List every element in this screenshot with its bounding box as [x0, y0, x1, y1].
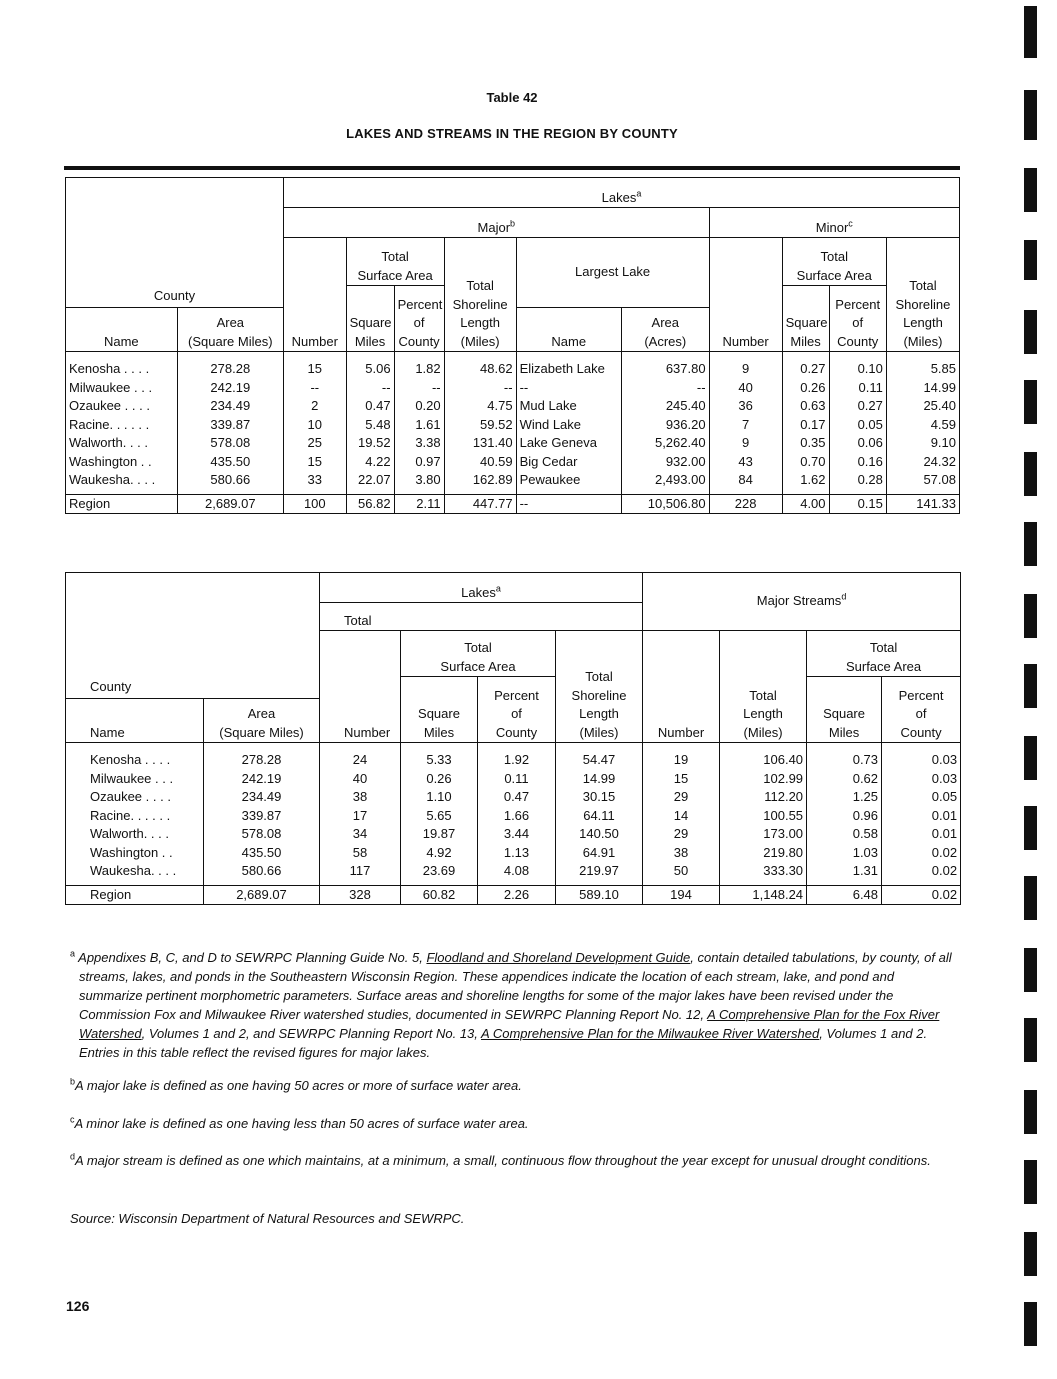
table-cell: 278.28	[204, 751, 320, 770]
table-cell: 245.40	[621, 397, 709, 416]
table-cell: 333.30	[720, 862, 807, 881]
table-cell: Milwaukee . . .	[90, 770, 174, 786]
table-cell: Walworth. . . .	[69, 435, 148, 450]
table-cell: 40.59	[444, 453, 516, 472]
table-cell: Ozaukee . . . .	[90, 789, 171, 804]
region-total-row	[66, 885, 961, 905]
header-county: County	[66, 677, 320, 699]
table-cell: 38	[320, 788, 401, 807]
table-cell: 173.00	[720, 825, 807, 844]
table-cell: 162.89	[444, 471, 516, 490]
table-row	[66, 416, 960, 435]
table-cell: 3.38	[394, 434, 444, 453]
table-cell: Region	[66, 494, 178, 514]
table-cell: 1.66	[478, 807, 556, 826]
table-cell: 580.66	[177, 471, 283, 490]
edge-mark	[1024, 876, 1037, 920]
table-cell: 0.11	[829, 379, 886, 398]
table-row	[66, 397, 960, 416]
table-cell: 106.40	[720, 751, 807, 770]
table-cell: 1.13	[478, 844, 556, 863]
table-cell: 24	[320, 751, 401, 770]
table-cell: 0.96	[807, 807, 882, 826]
table-cell: 10	[284, 416, 347, 435]
table-cell: 637.80	[621, 360, 709, 379]
edge-mark	[1024, 1160, 1037, 1204]
table-cell: Kenosha . . . .	[90, 752, 171, 767]
table-cell: 3.44	[478, 825, 556, 844]
table-cell: 0.02	[882, 844, 961, 863]
table-cell: 0.26	[401, 770, 478, 789]
table-cell: 578.08	[177, 434, 283, 453]
table-cell: --	[346, 379, 394, 398]
table-cell: 2,689.07	[177, 494, 283, 514]
table-cell: 30.15	[556, 788, 643, 807]
table-cell: 0.02	[882, 862, 961, 881]
lakes-streams-table	[65, 572, 961, 905]
footnote-c: $^c$A minor lake is defined as one having less than 50 acres of surface water area.	[70, 1114, 529, 1131]
table-cell: --	[444, 379, 516, 398]
table-cell: 14.99	[886, 379, 959, 398]
table-cell: 0.70	[782, 453, 829, 472]
table-row	[66, 434, 960, 453]
header-streams-surface-area: Total Surface Area	[807, 631, 961, 677]
edge-mark	[1024, 1090, 1037, 1134]
table-cell: 0.15	[829, 494, 886, 514]
table-cell: 2.11	[394, 494, 444, 514]
table-cell: 0.05	[882, 788, 961, 807]
table-cell: 1.25	[807, 788, 882, 807]
header-minor-square-miles: Square Miles	[782, 286, 829, 352]
header-lake-area: Area (Acres)	[621, 308, 709, 352]
table-cell: 578.08	[204, 825, 320, 844]
header-minor-number: Number	[709, 238, 782, 352]
table-cell: 2,493.00	[621, 471, 709, 490]
table-cell: 278.28	[177, 360, 283, 379]
table-cell: 0.17	[782, 416, 829, 435]
table-cell: 2.26	[478, 885, 556, 905]
table-cell: 0.47	[478, 788, 556, 807]
table-cell: 84	[709, 471, 782, 490]
table-cell: 936.20	[621, 416, 709, 435]
table-row	[66, 807, 961, 826]
edge-mark	[1024, 1018, 1037, 1062]
table-cell: 1.31	[807, 862, 882, 881]
header-county: County	[66, 286, 284, 308]
table-cell: 15	[284, 453, 347, 472]
header-lakes-shoreline: Total Shoreline Length (Miles)	[556, 631, 643, 743]
table-cell: Region	[66, 885, 204, 905]
table-cell: Washington . .	[69, 453, 152, 469]
header-minor-percent: Percent of County	[829, 286, 886, 352]
table-cell: 60.82	[401, 885, 478, 905]
table-cell: 1.62	[782, 471, 829, 490]
table-cell: Pewaukee	[516, 471, 621, 490]
table-cell: Racine. . . . . .	[69, 416, 150, 432]
table-cell: 6.48	[807, 885, 882, 905]
edge-mark	[1024, 6, 1037, 58]
table-cell: 5.85	[886, 360, 959, 379]
table-cell: Mud Lake	[516, 397, 621, 416]
table-cell: 64.11	[556, 807, 643, 826]
table-cell: 5,262.40	[621, 434, 709, 453]
page-number: 126	[66, 1298, 90, 1314]
table-cell: 7	[709, 416, 782, 435]
table-cell: 0.06	[829, 434, 886, 453]
table-cell: 56.82	[346, 494, 394, 514]
table-cell: 19.52	[346, 434, 394, 453]
table-row	[66, 360, 960, 379]
region-total-row	[66, 494, 960, 514]
table-cell: 1.82	[394, 360, 444, 379]
table-cell: 29	[643, 788, 720, 807]
edge-mark	[1024, 310, 1037, 354]
table-cell: 58	[320, 844, 401, 863]
table-cell: 219.80	[720, 844, 807, 863]
table-cell: 0.27	[782, 360, 829, 379]
table-cell: 0.58	[807, 825, 882, 844]
table-label: Table 42	[486, 90, 538, 105]
edge-mark	[1024, 452, 1037, 496]
edge-mark	[1024, 594, 1037, 638]
table-title: LAKES AND STREAMS IN THE REGION BY COUNTY	[346, 126, 678, 141]
table-row	[66, 379, 960, 398]
table-cell: 29	[643, 825, 720, 844]
footnote-a: $^a$ Appendixes B, C, and D to SEWRPC Planning Guide No. 5, Floodland and Shoreland Development Guide, contain detailed tabulations, by county, of all streams, lakes, and ponds in the Southeastern Wisconsin Region. These appendices indicate the location of each stream, lake, and pond and summarize pertinent morphometric parameters. Surface areas and shoreline lengths for some of the major lakes have been revised under the Commission Fox and Milwaukee River watershed studies, documented in SEWRPC Planning Report No. 12, A Comprehensive Plan for the Fox River Watershed, Volumes 1 and 2, and SEWRPC Planning Report No. 13, A Comprehensive Plan for the Milwaukee River Watershed, Volumes 1 and 2. Entries in this table reflect the revised figures for major lakes.	[70, 948, 952, 1060]
table-row	[66, 770, 961, 789]
table-cell: 34	[320, 825, 401, 844]
header-largest-lake: Largest Lake	[516, 238, 709, 308]
table-cell: 38	[643, 844, 720, 863]
table-cell: --	[284, 379, 347, 398]
table-cell: 2	[284, 397, 347, 416]
table-cell: 64.91	[556, 844, 643, 863]
table-cell: 4.22	[346, 453, 394, 472]
table-cell: --	[516, 379, 621, 398]
table-row	[66, 825, 961, 844]
table-cell: 40	[320, 770, 401, 789]
table-cell: 435.50	[177, 453, 283, 472]
table-cell: 435.50	[204, 844, 320, 863]
table-cell: 0.01	[882, 807, 961, 826]
header-county-name: Name	[66, 308, 178, 352]
table-row	[66, 788, 961, 807]
table-cell: 100.55	[720, 807, 807, 826]
header-major-lakes: Major$^b$	[284, 208, 710, 238]
edge-mark	[1024, 664, 1037, 708]
table-cell: 328	[320, 885, 401, 905]
table-cell: 932.00	[621, 453, 709, 472]
table-row	[66, 471, 960, 490]
header-county-area: Area (Square Miles)	[177, 308, 283, 352]
header-lake-name: Name	[516, 308, 621, 352]
table-cell: 25	[284, 434, 347, 453]
table-cell: 447.77	[444, 494, 516, 514]
table-row	[66, 453, 960, 472]
header-major-square-miles: Square Miles	[346, 286, 394, 352]
footnote-d: $^d$A major stream is defined as one which maintains, at a minimum, a small, continuous flow throughout the year except for unusual drought conditions.	[70, 1151, 931, 1168]
header-lakes: Lakes$^a$	[284, 178, 960, 208]
table-cell: 234.49	[177, 397, 283, 416]
table-cell: 219.97	[556, 862, 643, 881]
table-cell: Racine. . . . . .	[90, 807, 171, 823]
table-cell: 22.07	[346, 471, 394, 490]
table-cell: 0.63	[782, 397, 829, 416]
table-cell: 589.10	[556, 885, 643, 905]
table-cell: 48.62	[444, 360, 516, 379]
table-cell: 14.99	[556, 770, 643, 789]
table-cell: 9.10	[886, 434, 959, 453]
table-cell: 234.49	[204, 788, 320, 807]
table-cell: 580.66	[204, 862, 320, 881]
table-cell: Wind Lake	[516, 416, 621, 435]
table-cell: 112.20	[720, 788, 807, 807]
table-cell: 1.61	[394, 416, 444, 435]
table-cell: 1.92	[478, 751, 556, 770]
table-cell: Ozaukee . . . .	[69, 398, 150, 413]
table-cell: 10,506.80	[621, 494, 709, 514]
edge-mark	[1024, 240, 1037, 280]
table-cell: 0.28	[829, 471, 886, 490]
table-cell: 5.65	[401, 807, 478, 826]
table-cell: 0.02	[882, 885, 961, 905]
header-minor-lakes: Minor$^c$	[709, 208, 959, 238]
header-lakes-surface-area: Total Surface Area	[401, 631, 556, 677]
table-cell: Elizabeth Lake	[516, 360, 621, 379]
header-lakes-number: Number	[320, 631, 401, 743]
table-cell: 40	[709, 379, 782, 398]
header-county-area: Area (Square Miles)	[204, 699, 320, 743]
table-cell: 0.27	[829, 397, 886, 416]
title-rule	[64, 166, 960, 170]
table-cell: 0.03	[882, 770, 961, 789]
header-lakes: Lakes$^a$	[320, 573, 643, 603]
header-county-name: Name	[66, 699, 204, 743]
table-cell: 36	[709, 397, 782, 416]
table-cell: 228	[709, 494, 782, 514]
table-cell: 0.35	[782, 434, 829, 453]
table-cell: 33	[284, 471, 347, 490]
table-cell: Lake Geneva	[516, 434, 621, 453]
table-cell: 194	[643, 885, 720, 905]
table-cell: 0.73	[807, 751, 882, 770]
table-cell: 54.47	[556, 751, 643, 770]
table-cell: 43	[709, 453, 782, 472]
table-cell: 0.10	[829, 360, 886, 379]
table-cell: 3.80	[394, 471, 444, 490]
table-cell: 1,148.24	[720, 885, 807, 905]
header-lakes-square-miles: Square Miles	[401, 677, 478, 743]
table-cell: 2,689.07	[204, 885, 320, 905]
header-major-surface-area: Total Surface Area	[346, 238, 444, 286]
table-cell: 0.20	[394, 397, 444, 416]
table-cell: 242.19	[177, 379, 283, 398]
edge-mark	[1024, 1232, 1037, 1276]
table-cell: 19	[643, 751, 720, 770]
edge-mark	[1024, 736, 1037, 780]
table-cell: 9	[709, 434, 782, 453]
edge-mark	[1024, 168, 1037, 212]
table-cell: 0.47	[346, 397, 394, 416]
header-streams-percent: Percent of County	[882, 677, 961, 743]
table-cell: 5.33	[401, 751, 478, 770]
table-cell: 17	[320, 807, 401, 826]
table-cell: Walworth. . . .	[90, 826, 169, 841]
edge-mark	[1024, 806, 1037, 850]
table-cell: 339.87	[204, 807, 320, 826]
edge-mark	[1024, 948, 1037, 992]
table-cell: Washington . .	[90, 844, 173, 860]
table-cell: 15	[643, 770, 720, 789]
table-row	[66, 751, 961, 770]
table-cell: 4.92	[401, 844, 478, 863]
table-cell: 131.40	[444, 434, 516, 453]
table-cell: 0.16	[829, 453, 886, 472]
table-cell: Kenosha . . . .	[69, 361, 150, 376]
table-cell: 24.32	[886, 453, 959, 472]
table-cell: 4.59	[886, 416, 959, 435]
table-cell: 1.03	[807, 844, 882, 863]
header-minor-shoreline: Total Shoreline Length (Miles)	[886, 238, 959, 352]
footnote-b: $^b$A major lake is defined as one having 50 acres or more of surface water area.	[70, 1076, 522, 1093]
table-cell: 14	[643, 807, 720, 826]
table-cell: 117	[320, 862, 401, 881]
header-streams-length: Total Length (Miles)	[720, 631, 807, 743]
table-cell: 0.03	[882, 751, 961, 770]
header-streams-number: Number	[643, 631, 720, 743]
table-cell: 5.06	[346, 360, 394, 379]
edge-mark	[1024, 380, 1037, 424]
header-total-lakes: Total	[320, 603, 643, 631]
table-cell: Waukesha. . . .	[90, 863, 177, 878]
table-cell: 19.87	[401, 825, 478, 844]
table-cell: 57.08	[886, 471, 959, 490]
header-lakes-percent: Percent of County	[478, 677, 556, 743]
header-streams-square-miles: Square Miles	[807, 677, 882, 743]
header-major-streams: Major Streams$^d$	[643, 573, 961, 631]
table-cell: 141.33	[886, 494, 959, 514]
table-cell: 0.11	[478, 770, 556, 789]
table-cell: 4.08	[478, 862, 556, 881]
table-cell: 339.87	[177, 416, 283, 435]
table-cell: 4.00	[782, 494, 829, 514]
table-cell: 23.69	[401, 862, 478, 881]
table-cell: 0.97	[394, 453, 444, 472]
table-cell: 100	[284, 494, 347, 514]
table-cell: 0.26	[782, 379, 829, 398]
table-cell: Milwaukee . . .	[69, 379, 153, 395]
edge-mark	[1024, 90, 1037, 140]
table-cell: 50	[643, 862, 720, 881]
table-cell: 0.01	[882, 825, 961, 844]
table-cell: 242.19	[204, 770, 320, 789]
table-cell: 102.99	[720, 770, 807, 789]
table-cell: 9	[709, 360, 782, 379]
lakes-table	[65, 177, 960, 514]
edge-mark	[1024, 1302, 1037, 1346]
table-cell: 4.75	[444, 397, 516, 416]
header-major-number: Number	[284, 238, 347, 352]
table-cell: 1.10	[401, 788, 478, 807]
table-cell: 140.50	[556, 825, 643, 844]
source-note: Source: Wisconsin Department of Natural Resources and SEWRPC.	[70, 1211, 465, 1226]
table-cell: Big Cedar	[516, 453, 621, 472]
header-minor-surface-area: Total Surface Area	[782, 238, 886, 286]
table-cell: 25.40	[886, 397, 959, 416]
header-major-percent: Percent of County	[394, 286, 444, 352]
table-cell: 15	[284, 360, 347, 379]
table-cell: --	[621, 379, 709, 398]
table-cell: Waukesha. . . .	[69, 472, 156, 487]
table-cell: 0.05	[829, 416, 886, 435]
table-cell: --	[516, 494, 621, 514]
table-cell: 59.52	[444, 416, 516, 435]
edge-mark	[1024, 522, 1037, 566]
table-row	[66, 862, 961, 881]
table-row	[66, 844, 961, 863]
table-cell: 0.62	[807, 770, 882, 789]
header-major-shoreline: Total Shoreline Length (Miles)	[444, 238, 516, 352]
table-cell: --	[394, 379, 444, 398]
table-cell: 5.48	[346, 416, 394, 435]
